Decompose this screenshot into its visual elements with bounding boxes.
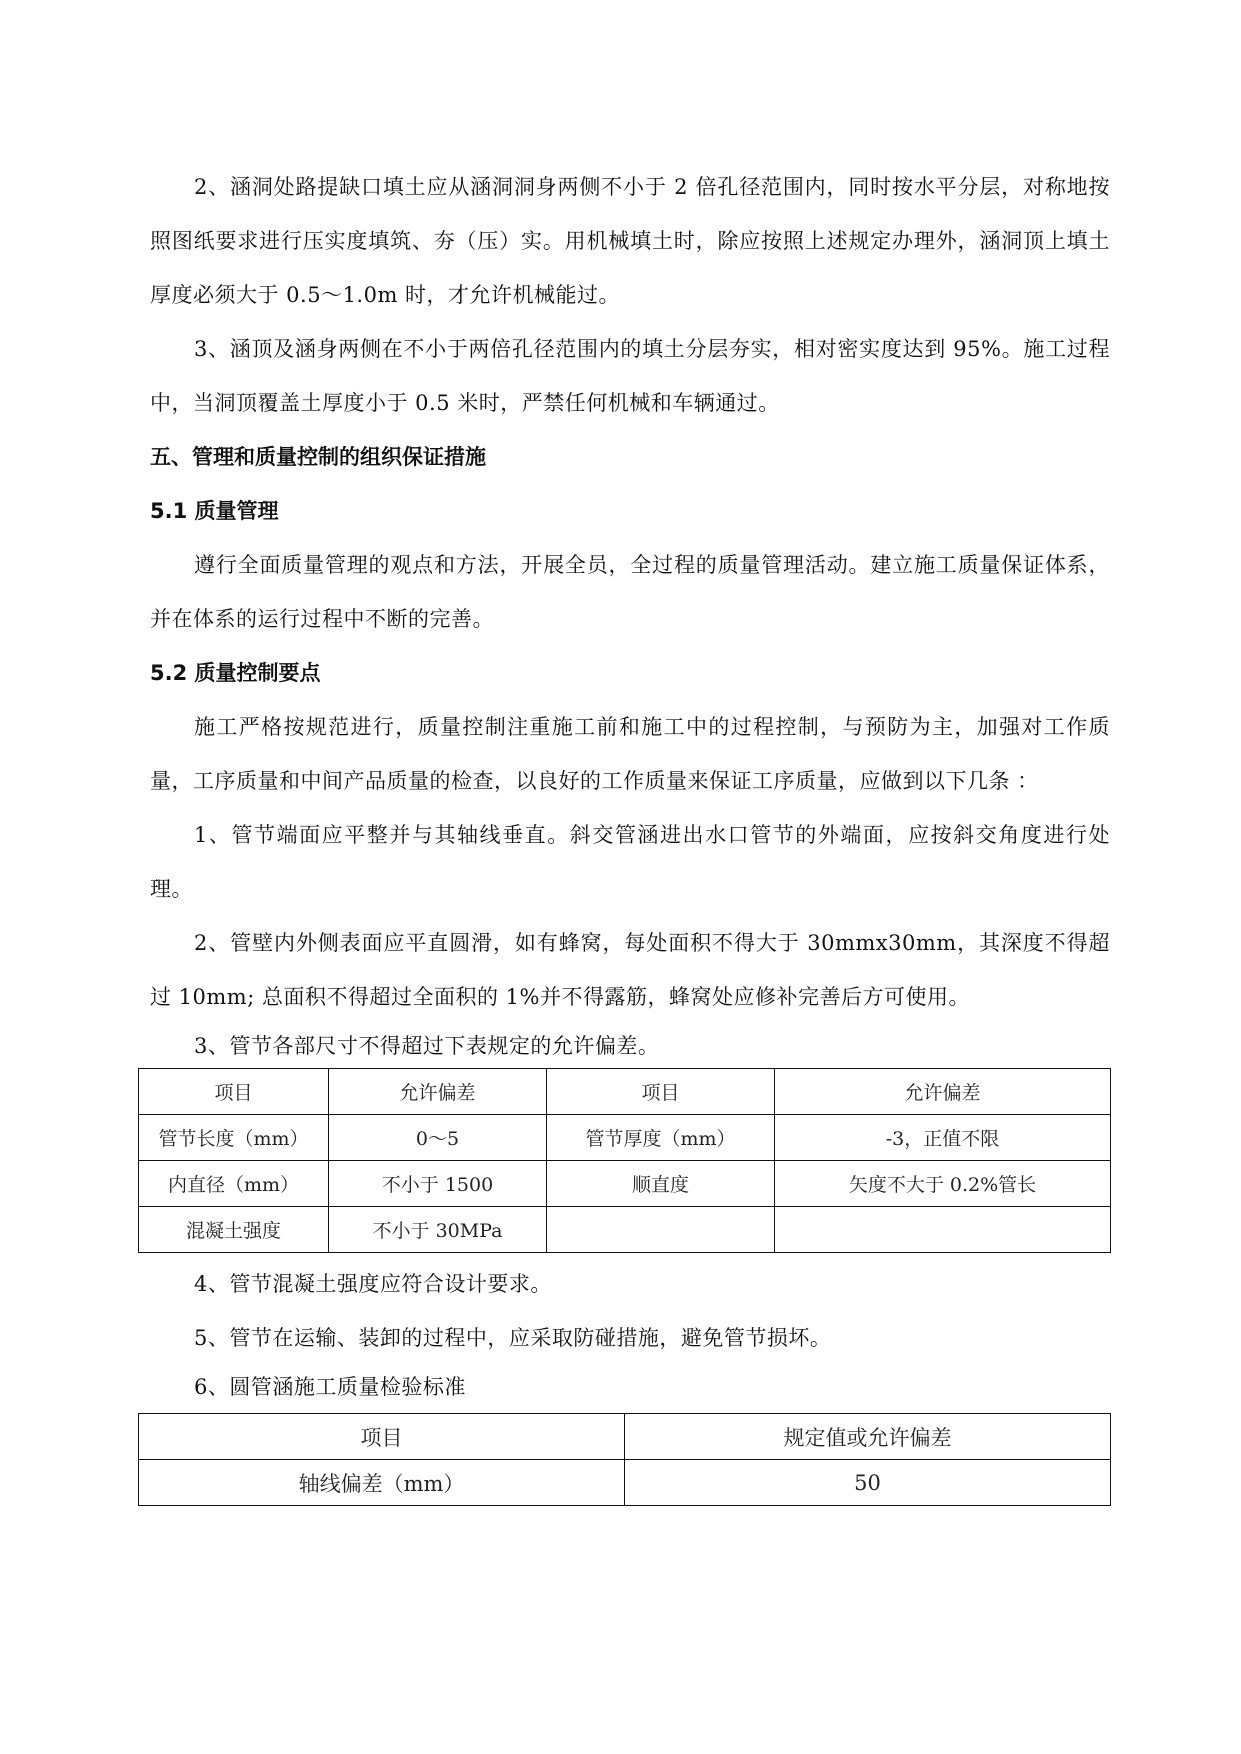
table-cell: -3，正值不限 [775,1115,1111,1161]
document-content [150,160,1110,1506]
table-cell [547,1207,775,1253]
table-header-row [139,1069,1111,1115]
paragraph-quality-control: 施工严格按规范进行，质量控制注重施工前和施工中的过程控制，与预防为主，加强对工作质量，工序质量和中间产品质量的检查，以良好的工作质量来保证工序质量，应做到以下几条 ： [150,715,1110,793]
pipe-tolerance-table [138,1068,1111,1253]
list-item-6: 6、圆管涵施工质量检验标准 [194,1375,466,1399]
table-header-cell: 允许偏差 [329,1069,547,1115]
table-row [139,1115,1111,1161]
table-cell: 顺直度 [547,1161,775,1207]
table-cell: 管节厚度（mm） [547,1115,775,1161]
table-cell: 内直径（mm） [139,1161,329,1207]
list-item-3: 3、管节各部尺寸不得超过下表规定的允许偏差。 [194,1034,660,1058]
table-row [139,1207,1111,1253]
table-cell: 不小于 30MPa [329,1207,547,1253]
table-cell: 轴线偏差（mm） [139,1460,625,1506]
table-cell: 0～5 [329,1115,547,1161]
table-header-cell: 项目 [139,1414,625,1460]
table-header-cell: 项目 [547,1069,775,1115]
list-item-1: 1、管节端面应平整并与其轴线垂直。斜交管涵进出水口管节的外端面，应按斜交角度进行处理。 [150,823,1110,901]
list-item-4: 4、管节混凝土强度应符合设计要求。 [194,1272,552,1296]
subsection-heading-5-1: 5.1 质量管理 [150,499,279,523]
paragraph-quality-management: 遵行全面质量管理的观点和方法，开展全员，全过程的质量管理活动。建立施工质量保证体系，并在体系的运行过程中不断的完善。 [150,553,1110,631]
table-cell: 50 [625,1460,1111,1506]
table-header-cell: 规定值或允许偏差 [625,1414,1111,1460]
table-cell: 矢度不大于 0.2%管长 [775,1161,1111,1207]
section-heading-5: 五、管理和质量控制的组织保证措施 [150,445,486,469]
table-row [139,1161,1111,1207]
table-cell: 不小于 1500 [329,1161,547,1207]
subsection-heading-5-2: 5.2 质量控制要点 [150,661,321,685]
paragraph-culvert-fill: 2、涵洞处路提缺口填土应从涵洞洞身两侧不小于 2 倍孔径范围内，同时按水平分层，对称地按照图纸要求进行压实度填筑、夯（压）实。用机械填土时，除应按照上述规定办理外，涵洞顶上填土厚度必须大于 0.5～1.0m 时，才允许机械能过。 [150,175,1110,307]
table-cell: 管节长度（mm） [139,1115,329,1161]
culvert-inspection-table [138,1413,1111,1506]
paragraph-culvert-compaction: 3、涵顶及涵身两侧在不小于两倍孔径范围内的填土分层夯实，相对密实度达到 95%。施工过程中，当洞顶覆盖土厚度小于 0.5 米时，严禁任何机械和车辆通过。 [150,337,1110,415]
list-item-5: 5、管节在运输、装卸的过程中，应采取防碰措施，避免管节损坏。 [194,1326,832,1350]
table-cell: 混凝土强度 [139,1207,329,1253]
table-header-cell: 项目 [139,1069,329,1115]
table-header-cell: 允许偏差 [775,1069,1111,1115]
table-header-row [139,1414,1111,1460]
table-row [139,1460,1111,1506]
table-cell [775,1207,1111,1253]
list-item-2: 2、管壁内外侧表面应平直圆滑，如有蜂窝，每处面积不得大于 30mmx30mm，其深度不得超过 10mm; 总面积不得超过全面积的 1%并不得露筋，蜂窝处应修补完善后方可使用。 [150,931,1110,1009]
